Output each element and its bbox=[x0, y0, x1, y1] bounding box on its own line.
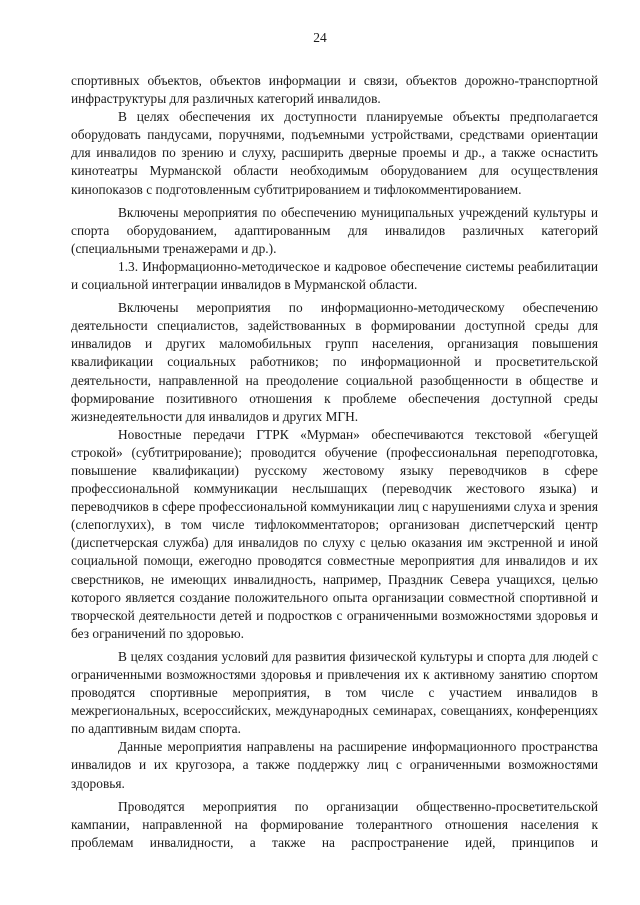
paragraph: Новостные передачи ГТРК «Мурман» обеспечиваются текстовой «бегущей строкой» (субтитрирование); проводится обучение (профессиональная переподготовка, повышение квалификации) русскому жестовому языку переводчиков в сфере профессиональной коммуникации неслышащих (переводчик жестового языка) и переводчиков в сфере профессиональной коммуникации лиц с нарушениями слуха и зрения (слепоглухих), в том числе тифлокомментаторов; организован диспетчерский центр (диспетчерская служба) для инвалидов по слуху с целью оказания им экстренной и иной социальной помощи, ежегодно проводятся совместные мероприятия для инвалидов и их сверстников, не имеющих инвалидность, например, Праздник Севера учащихся, целью которого является создание положительного опыта организации совместной спортивной и творческой деятельности детей и подростков с ограниченными возможностями здоровья и без ограничений по здоровью. bbox=[71, 426, 598, 641]
paragraph: В целях обеспечения их доступности планируемые объекты предполагается оборудовать пандусами, поручнями, подъемными устройствами, средствами ориентации для инвалидов по зрению и слуху, расширить дверные проемы и др., а также оснастить кинотеатры Мурманской области необходимым оборудованием для осуществления кинопоказов с подготовленным субтитрированием и тифлокомментированием. bbox=[71, 109, 598, 197]
page-number: 24 bbox=[313, 30, 327, 45]
paragraph: Данные мероприятия направлены на расширение информационного пространства инвалидов и их кругозора, а также поддержку лиц с ограниченными возможностями здоровья. bbox=[71, 739, 598, 791]
paragraph: Проводятся мероприятия по организации общественно-просветительской кампании, направленной на формирование толерантного отношения населения к проблемам инвалидности, а также на распространение идей, принципов и bbox=[71, 798, 598, 850]
section-heading: 1.3. Информационно-методическое и кадровое обеспечение системы реабилитации и социальной интеграции инвалидов в Мурманской области. bbox=[71, 258, 598, 293]
paragraph: спортивных объектов, объектов информации и связи, объектов дорожно-транспортной инфраструктуры для различных категорий инвалидов. bbox=[71, 73, 598, 107]
paragraph: Включены мероприятия по обеспечению муниципальных учреждений культуры и спорта оборудованием, адаптированным для инвалидов различных категорий (специальными тренажерами и др.). bbox=[71, 204, 598, 256]
body-text bbox=[71, 72, 598, 852]
paragraph: Включены мероприятия по информационно-методическому обеспечению деятельности специалистов, задействованных в формировании доступной среды для инвалидов и других маломобильных групп населения, организация повышения квалификации социальных работников; по информационной и просветительской деятельности, направленной на преодоление социальной разобщенности в обществе и формирование позитивного отношения к проблеме обеспечения доступной среды жизнедеятельности для инвалидов и других МГН. bbox=[71, 300, 598, 424]
paragraph: В целях создания условий для развития физической культуры и спорта для людей с ограниченными возможностями здоровья и привлечения их к активному занятию спортом проводятся спортивные мероприятия, в том числе с участием инвалидов в межрегиональных, всероссийских, международных семинарах, совещаниях, конференциях по адаптивным видам спорта. bbox=[71, 648, 598, 737]
